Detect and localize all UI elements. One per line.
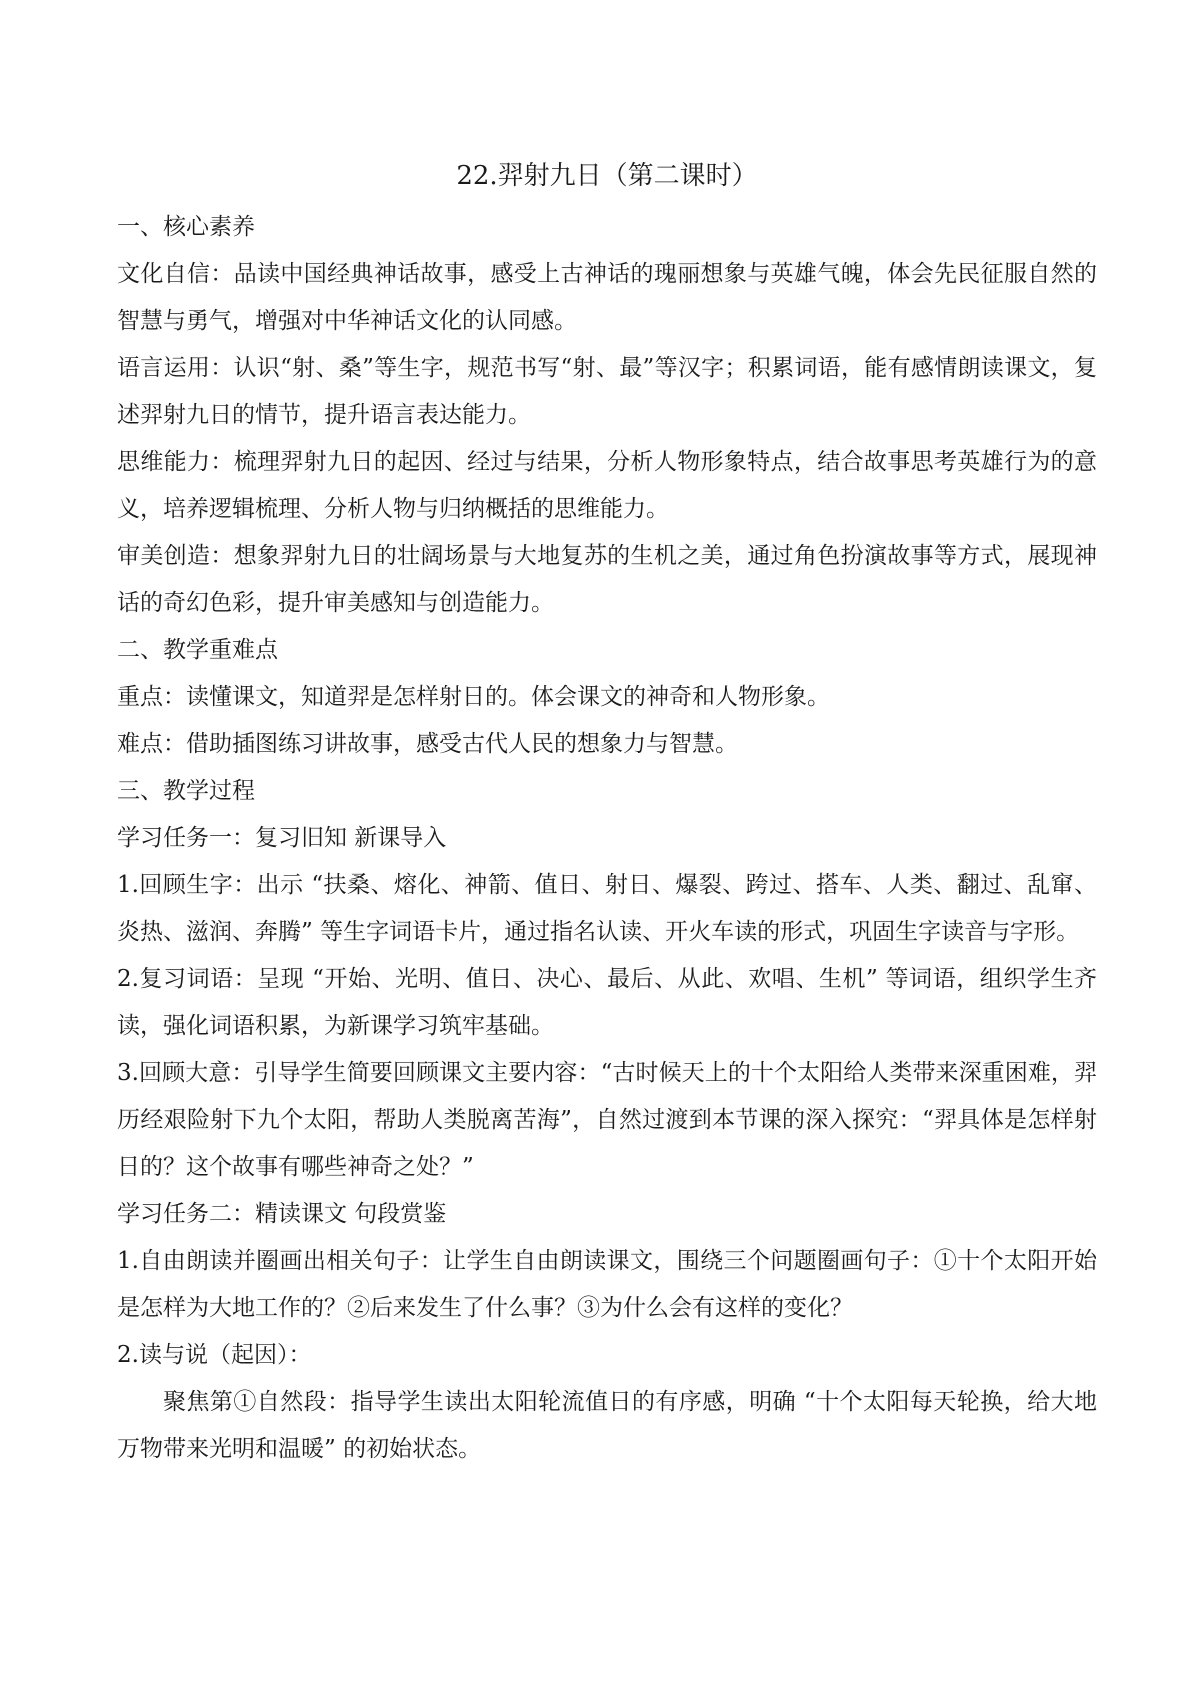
paragraph-review-characters: 1.回顾生字：出示 “扶桑、熔化、神箭、值日、射日、爆裂、跨过、搭车、人类、翻过、乱窜、炎热、滋润、奔腾” 等生字词语卡片，通过指名认读、开火车读的形式，巩固生字读音与字形。 (117, 872, 1097, 945)
paragraph-review-summary: 3.回顾大意：引导学生简要回顾课文主要内容：“古时候天上的十个太阳给人类带来深重困难，羿历经艰险射下九个太阳，帮助人类脱离苦海”，自然过渡到本节课的深入探究：“羿具体是怎样射日的？这个故事有哪些神奇之处？” (117, 1060, 1097, 1180)
paragraph-read-and-say: 2.读与说（起因）： (117, 1342, 312, 1368)
document-title: 22.羿射九日（第二课时） (456, 161, 758, 191)
paragraph-difficult-point: 难点：借助插图练习讲故事，感受古代人民的想象力与智慧。 (117, 731, 738, 757)
task-heading-close-reading: 学习任务二：精读课文 句段赏鉴 (117, 1201, 447, 1227)
paragraph-aesthetic-creation: 审美创造：想象羿射九日的壮阔场景与大地复苏的生机之美，通过角色扮演故事等方式，展现神话的奇幻色彩，提升审美感知与创造能力。 (117, 543, 1097, 616)
task-heading-review: 学习任务一：复习旧知 新课导入 (117, 825, 447, 851)
paragraph-key-point: 重点：读懂课文，知道羿是怎样射日的。体会课文的神奇和人物形象。 (117, 684, 830, 710)
section-heading-key-points: 二、教学重难点 (117, 637, 278, 663)
paragraph-language-use: 语言运用：认识“射、桑”等生字，规范书写“射、最”等汉字；积累词语，能有感情朗读课文，复述羿射九日的情节，提升语言表达能力。 (117, 355, 1097, 428)
document-page (117, 156, 1097, 1473)
paragraph-focus-first-section: 聚焦第①自然段：指导学生读出太阳轮流值日的有序感，明确 “十个太阳每天轮换，给大地万物带来光明和温暖” 的初始状态。 (117, 1389, 1097, 1462)
section-heading-core-literacy: 一、核心素养 (117, 214, 255, 240)
paragraph-thinking-ability: 思维能力：梳理羿射九日的起因、经过与结果，分析人物形象特点，结合故事思考英雄行为的意义，培养逻辑梳理、分析人物与归纳概括的思维能力。 (117, 449, 1097, 522)
paragraph-review-words: 2.复习词语：呈现 “开始、光明、值日、决心、最后、从此、欢唱、生机” 等词语，组织学生齐读，强化词语积累，为新课学习筑牢基础。 (117, 966, 1097, 1039)
paragraph-cultural-confidence: 文化自信：品读中国经典神话故事，感受上古神话的瑰丽想象与英雄气魄，体会先民征服自然的智慧与勇气，增强对中华神话文化的认同感。 (117, 261, 1097, 334)
paragraph-free-reading: 1.自由朗读并圈画出相关句子：让学生自由朗读课文，围绕三个问题圈画句子：①十个太阳开始是怎样为大地工作的？②后来发生了什么事？③为什么会有这样的变化？ (117, 1248, 1097, 1321)
section-heading-teaching-process: 三、教学过程 (117, 778, 255, 804)
